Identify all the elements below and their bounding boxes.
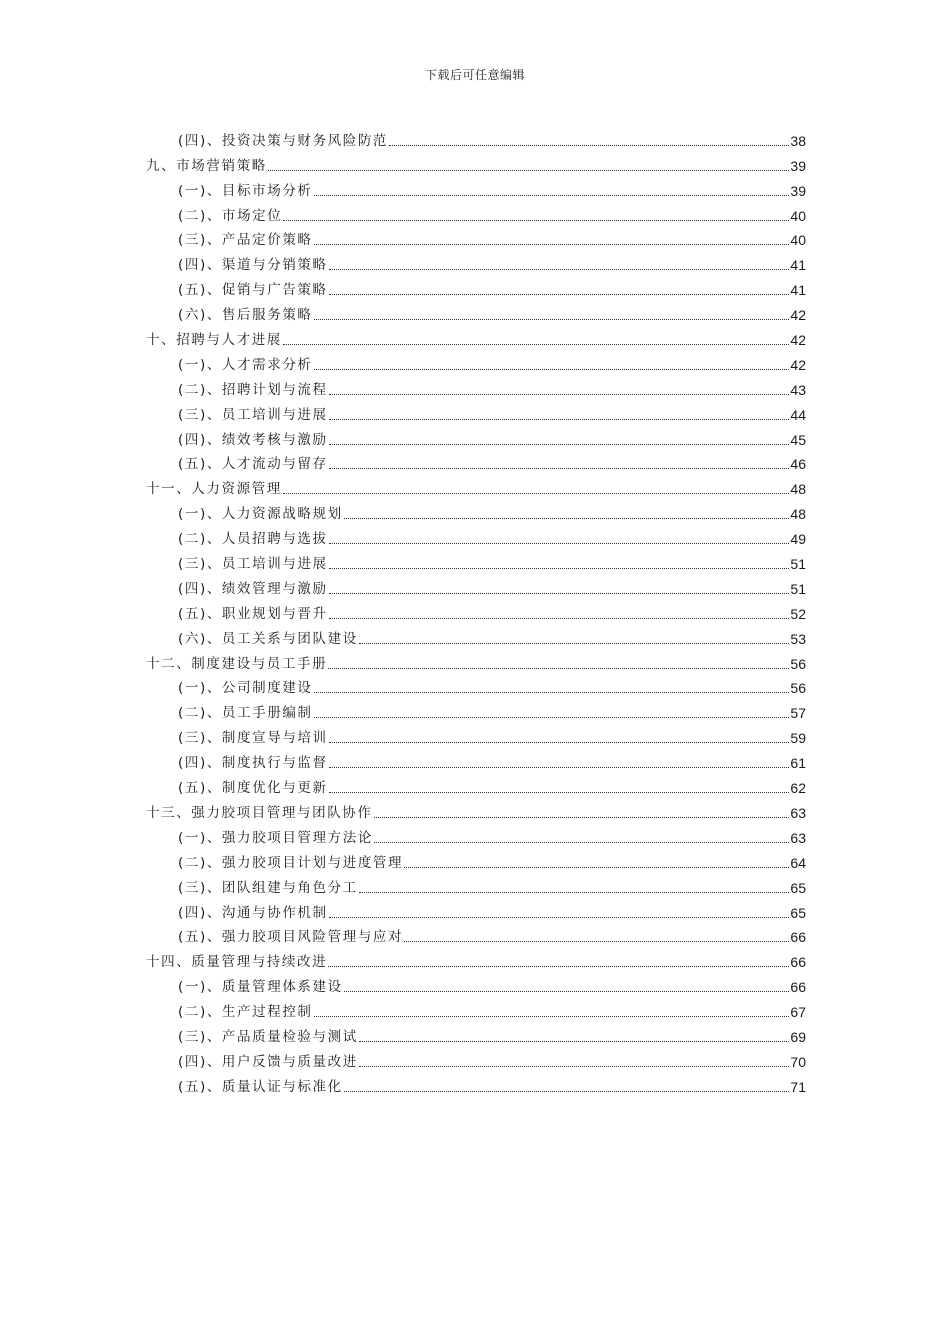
toc-entry-title: 十三、强力胶项目管理与团队协作 <box>146 804 373 821</box>
toc-dot-leader <box>374 841 789 843</box>
toc-dot-leader <box>344 517 790 519</box>
toc-dot-leader <box>404 940 789 942</box>
toc-entry-title: (四)、沟通与协作机制 <box>178 904 328 921</box>
toc-entry-page-number: 63 <box>790 804 806 821</box>
toc-chapter-entry[interactable] <box>146 473 806 498</box>
toc-section-entry[interactable] <box>146 872 806 897</box>
toc-section-entry[interactable] <box>146 274 806 299</box>
toc-entry-page-number: 61 <box>790 755 806 772</box>
toc-entry-page-number: 51 <box>790 556 806 573</box>
toc-entry-page-number: 71 <box>790 1078 806 1095</box>
toc-entry-title: (二)、生产过程控制 <box>178 1004 313 1021</box>
toc-dot-leader <box>314 691 790 693</box>
toc-dot-leader <box>344 990 790 992</box>
toc-entry-title: 十、招聘与人才进展 <box>146 332 282 349</box>
toc-section-entry[interactable] <box>146 1046 806 1071</box>
toc-section-entry[interactable] <box>146 897 806 922</box>
toc-dot-leader <box>283 219 789 221</box>
toc-entry-title: (五)、促销与广告策略 <box>178 282 328 299</box>
toc-dot-leader <box>329 592 790 594</box>
toc-entry-page-number: 66 <box>790 979 806 996</box>
toc-entry-title: (四)、渠道与分销策略 <box>178 257 328 274</box>
toc-entry-page-number: 62 <box>790 780 806 797</box>
toc-section-entry[interactable] <box>146 772 806 797</box>
toc-entry-page-number: 49 <box>790 531 806 548</box>
toc-entry-page-number: 40 <box>790 207 806 224</box>
toc-entry-title: (五)、制度优化与更新 <box>178 780 328 797</box>
toc-entry-page-number: 42 <box>790 307 806 324</box>
toc-dot-leader <box>359 642 790 644</box>
toc-entry-page-number: 51 <box>790 580 806 597</box>
toc-dot-leader <box>314 716 790 718</box>
toc-entry-page-number: 45 <box>790 431 806 448</box>
toc-entry-title: (五)、职业规划与晋升 <box>178 605 328 622</box>
toc-section-entry[interactable] <box>146 449 806 474</box>
toc-entry-title: 十二、制度建设与员工手册 <box>146 655 328 672</box>
toc-entry-title: (二)、强力胶项目计划与进度管理 <box>178 854 404 871</box>
toc-dot-leader <box>329 766 790 768</box>
toc-section-entry[interactable] <box>146 697 806 722</box>
toc-chapter-entry[interactable] <box>146 797 806 822</box>
toc-entry-title: 十一、人力资源管理 <box>146 481 282 498</box>
toc-entry-title: (二)、人员招聘与选拔 <box>178 531 328 548</box>
toc-entry-page-number: 39 <box>790 182 806 199</box>
toc-section-entry[interactable] <box>146 225 806 250</box>
toc-entry-title: (四)、绩效管理与激励 <box>178 580 328 597</box>
toc-section-entry[interactable] <box>146 822 806 847</box>
toc-entry-title: (六)、员工关系与团队建设 <box>178 630 358 647</box>
toc-section-entry[interactable] <box>146 922 806 947</box>
toc-entry-page-number: 66 <box>790 929 806 946</box>
toc-dot-leader <box>329 293 790 295</box>
toc-chapter-entry[interactable] <box>146 150 806 175</box>
toc-entry-title: (二)、市场定位 <box>178 207 283 224</box>
toc-entry-page-number: 46 <box>790 456 806 473</box>
toc-entry-title: (一)、人才需求分析 <box>178 356 313 373</box>
toc-dot-leader <box>329 268 790 270</box>
toc-section-entry[interactable] <box>146 623 806 648</box>
toc-chapter-entry[interactable] <box>146 648 806 673</box>
toc-entry-title: (一)、公司制度建设 <box>178 680 313 697</box>
toc-entry-page-number: 56 <box>790 680 806 697</box>
toc-entry-title: (五)、强力胶项目风险管理与应对 <box>178 929 404 946</box>
toc-entry-title: (四)、用户反馈与质量改进 <box>178 1053 358 1070</box>
toc-entry-title: (一)、质量管理体系建设 <box>178 979 343 996</box>
toc-entry-page-number: 65 <box>790 879 806 896</box>
toc-section-entry[interactable] <box>146 847 806 872</box>
toc-dot-leader <box>283 492 790 494</box>
toc-dot-leader <box>329 617 790 619</box>
toc-entry-page-number: 65 <box>790 904 806 921</box>
toc-dot-leader <box>314 1015 790 1017</box>
toc-entry-page-number: 44 <box>790 406 806 423</box>
toc-dot-leader <box>329 916 790 918</box>
toc-section-entry[interactable] <box>146 573 806 598</box>
toc-entry-page-number: 43 <box>790 381 806 398</box>
toc-entry-page-number: 41 <box>790 282 806 299</box>
toc-entry-title: (五)、质量认证与标准化 <box>178 1078 343 1095</box>
toc-dot-leader <box>314 243 790 245</box>
toc-entry-page-number: 69 <box>790 1028 806 1045</box>
toc-section-entry[interactable] <box>146 722 806 747</box>
toc-entry-page-number: 38 <box>790 132 806 149</box>
toc-dot-leader <box>329 741 790 743</box>
toc-entry-title: (六)、售后服务策略 <box>178 307 313 324</box>
table-of-contents <box>146 125 806 1096</box>
toc-dot-leader <box>328 667 789 669</box>
toc-dot-leader <box>359 1040 790 1042</box>
toc-dot-leader <box>374 816 790 818</box>
toc-entry-page-number: 39 <box>790 157 806 174</box>
toc-entry-title: (三)、员工培训与进展 <box>178 406 328 423</box>
toc-entry-title: (四)、制度执行与监督 <box>178 755 328 772</box>
toc-section-entry[interactable] <box>146 249 806 274</box>
toc-entry-page-number: 48 <box>790 506 806 523</box>
toc-section-entry[interactable] <box>146 399 806 424</box>
toc-section-entry[interactable] <box>146 996 806 1021</box>
toc-entry-page-number: 56 <box>790 655 806 672</box>
toc-dot-leader <box>329 393 790 395</box>
toc-dot-leader <box>329 418 790 420</box>
toc-chapter-entry[interactable] <box>146 324 806 349</box>
toc-section-entry[interactable] <box>146 349 806 374</box>
toc-entry-page-number: 53 <box>790 630 806 647</box>
toc-entry-title: (一)、人力资源战略规划 <box>178 506 343 523</box>
toc-entry-page-number: 64 <box>790 854 806 871</box>
toc-entry-page-number: 57 <box>790 705 806 722</box>
toc-entry-title: 十四、质量管理与持续改进 <box>146 954 328 971</box>
toc-dot-leader <box>314 368 790 370</box>
toc-dot-leader <box>314 318 790 320</box>
toc-section-entry[interactable] <box>146 498 806 523</box>
toc-entry-page-number: 48 <box>790 481 806 498</box>
toc-entry-title: (一)、目标市场分析 <box>178 182 313 199</box>
toc-entry-page-number: 59 <box>790 730 806 747</box>
toc-entry-page-number: 52 <box>790 605 806 622</box>
toc-section-entry[interactable] <box>146 125 806 150</box>
toc-entry-title: (二)、招聘计划与流程 <box>178 381 328 398</box>
toc-dot-leader <box>404 866 789 868</box>
toc-dot-leader <box>359 891 790 893</box>
toc-section-entry[interactable] <box>146 1071 806 1096</box>
toc-entry-page-number: 41 <box>790 257 806 274</box>
toc-dot-leader <box>283 343 790 345</box>
toc-dot-leader <box>329 791 790 793</box>
toc-dot-leader <box>329 467 790 469</box>
toc-entry-title: (三)、员工培训与进展 <box>178 556 328 573</box>
toc-entry-title: (三)、产品质量检验与测试 <box>178 1028 358 1045</box>
toc-entry-title: (一)、强力胶项目管理方法论 <box>178 829 373 846</box>
toc-entry-page-number: 40 <box>790 232 806 249</box>
toc-entry-page-number: 66 <box>790 954 806 971</box>
toc-entry-title: (三)、产品定价策略 <box>178 232 313 249</box>
toc-section-entry[interactable] <box>146 424 806 449</box>
toc-entry-page-number: 63 <box>790 829 806 846</box>
toc-section-entry[interactable] <box>146 548 806 573</box>
toc-dot-leader <box>268 169 790 171</box>
toc-section-entry[interactable] <box>146 299 806 324</box>
toc-dot-leader <box>329 567 790 569</box>
toc-entry-title: (四)、绩效考核与激励 <box>178 431 328 448</box>
toc-section-entry[interactable] <box>146 747 806 772</box>
toc-entry-title: (三)、制度宣导与培训 <box>178 730 328 747</box>
toc-entry-title: 九、市场营销策略 <box>146 157 267 174</box>
toc-dot-leader <box>359 1065 790 1067</box>
toc-dot-leader <box>344 1090 790 1092</box>
toc-entry-title: (三)、团队组建与角色分工 <box>178 879 358 896</box>
toc-entry-title: (二)、员工手册编制 <box>178 705 313 722</box>
toc-entry-page-number: 42 <box>790 356 806 373</box>
toc-section-entry[interactable] <box>146 175 806 200</box>
toc-entry-page-number: 42 <box>790 332 806 349</box>
toc-dot-leader <box>329 443 790 445</box>
toc-entry-page-number: 67 <box>790 1004 806 1021</box>
toc-section-entry[interactable] <box>146 374 806 399</box>
toc-section-entry[interactable] <box>146 200 806 225</box>
toc-dot-leader <box>329 542 790 544</box>
toc-dot-leader <box>328 965 789 967</box>
toc-section-entry[interactable] <box>146 1021 806 1046</box>
toc-entry-title: (五)、人才流动与留存 <box>178 456 328 473</box>
page-header: 下载后可任意编辑 <box>424 68 525 82</box>
toc-section-entry[interactable] <box>146 523 806 548</box>
toc-section-entry[interactable] <box>146 971 806 996</box>
toc-entry-page-number: 70 <box>790 1053 806 1070</box>
toc-chapter-entry[interactable] <box>146 946 806 971</box>
toc-section-entry[interactable] <box>146 673 806 698</box>
toc-section-entry[interactable] <box>146 598 806 623</box>
toc-dot-leader <box>314 194 790 196</box>
toc-entry-title: (四)、投资决策与财务风险防范 <box>178 132 389 149</box>
toc-dot-leader <box>389 144 789 146</box>
